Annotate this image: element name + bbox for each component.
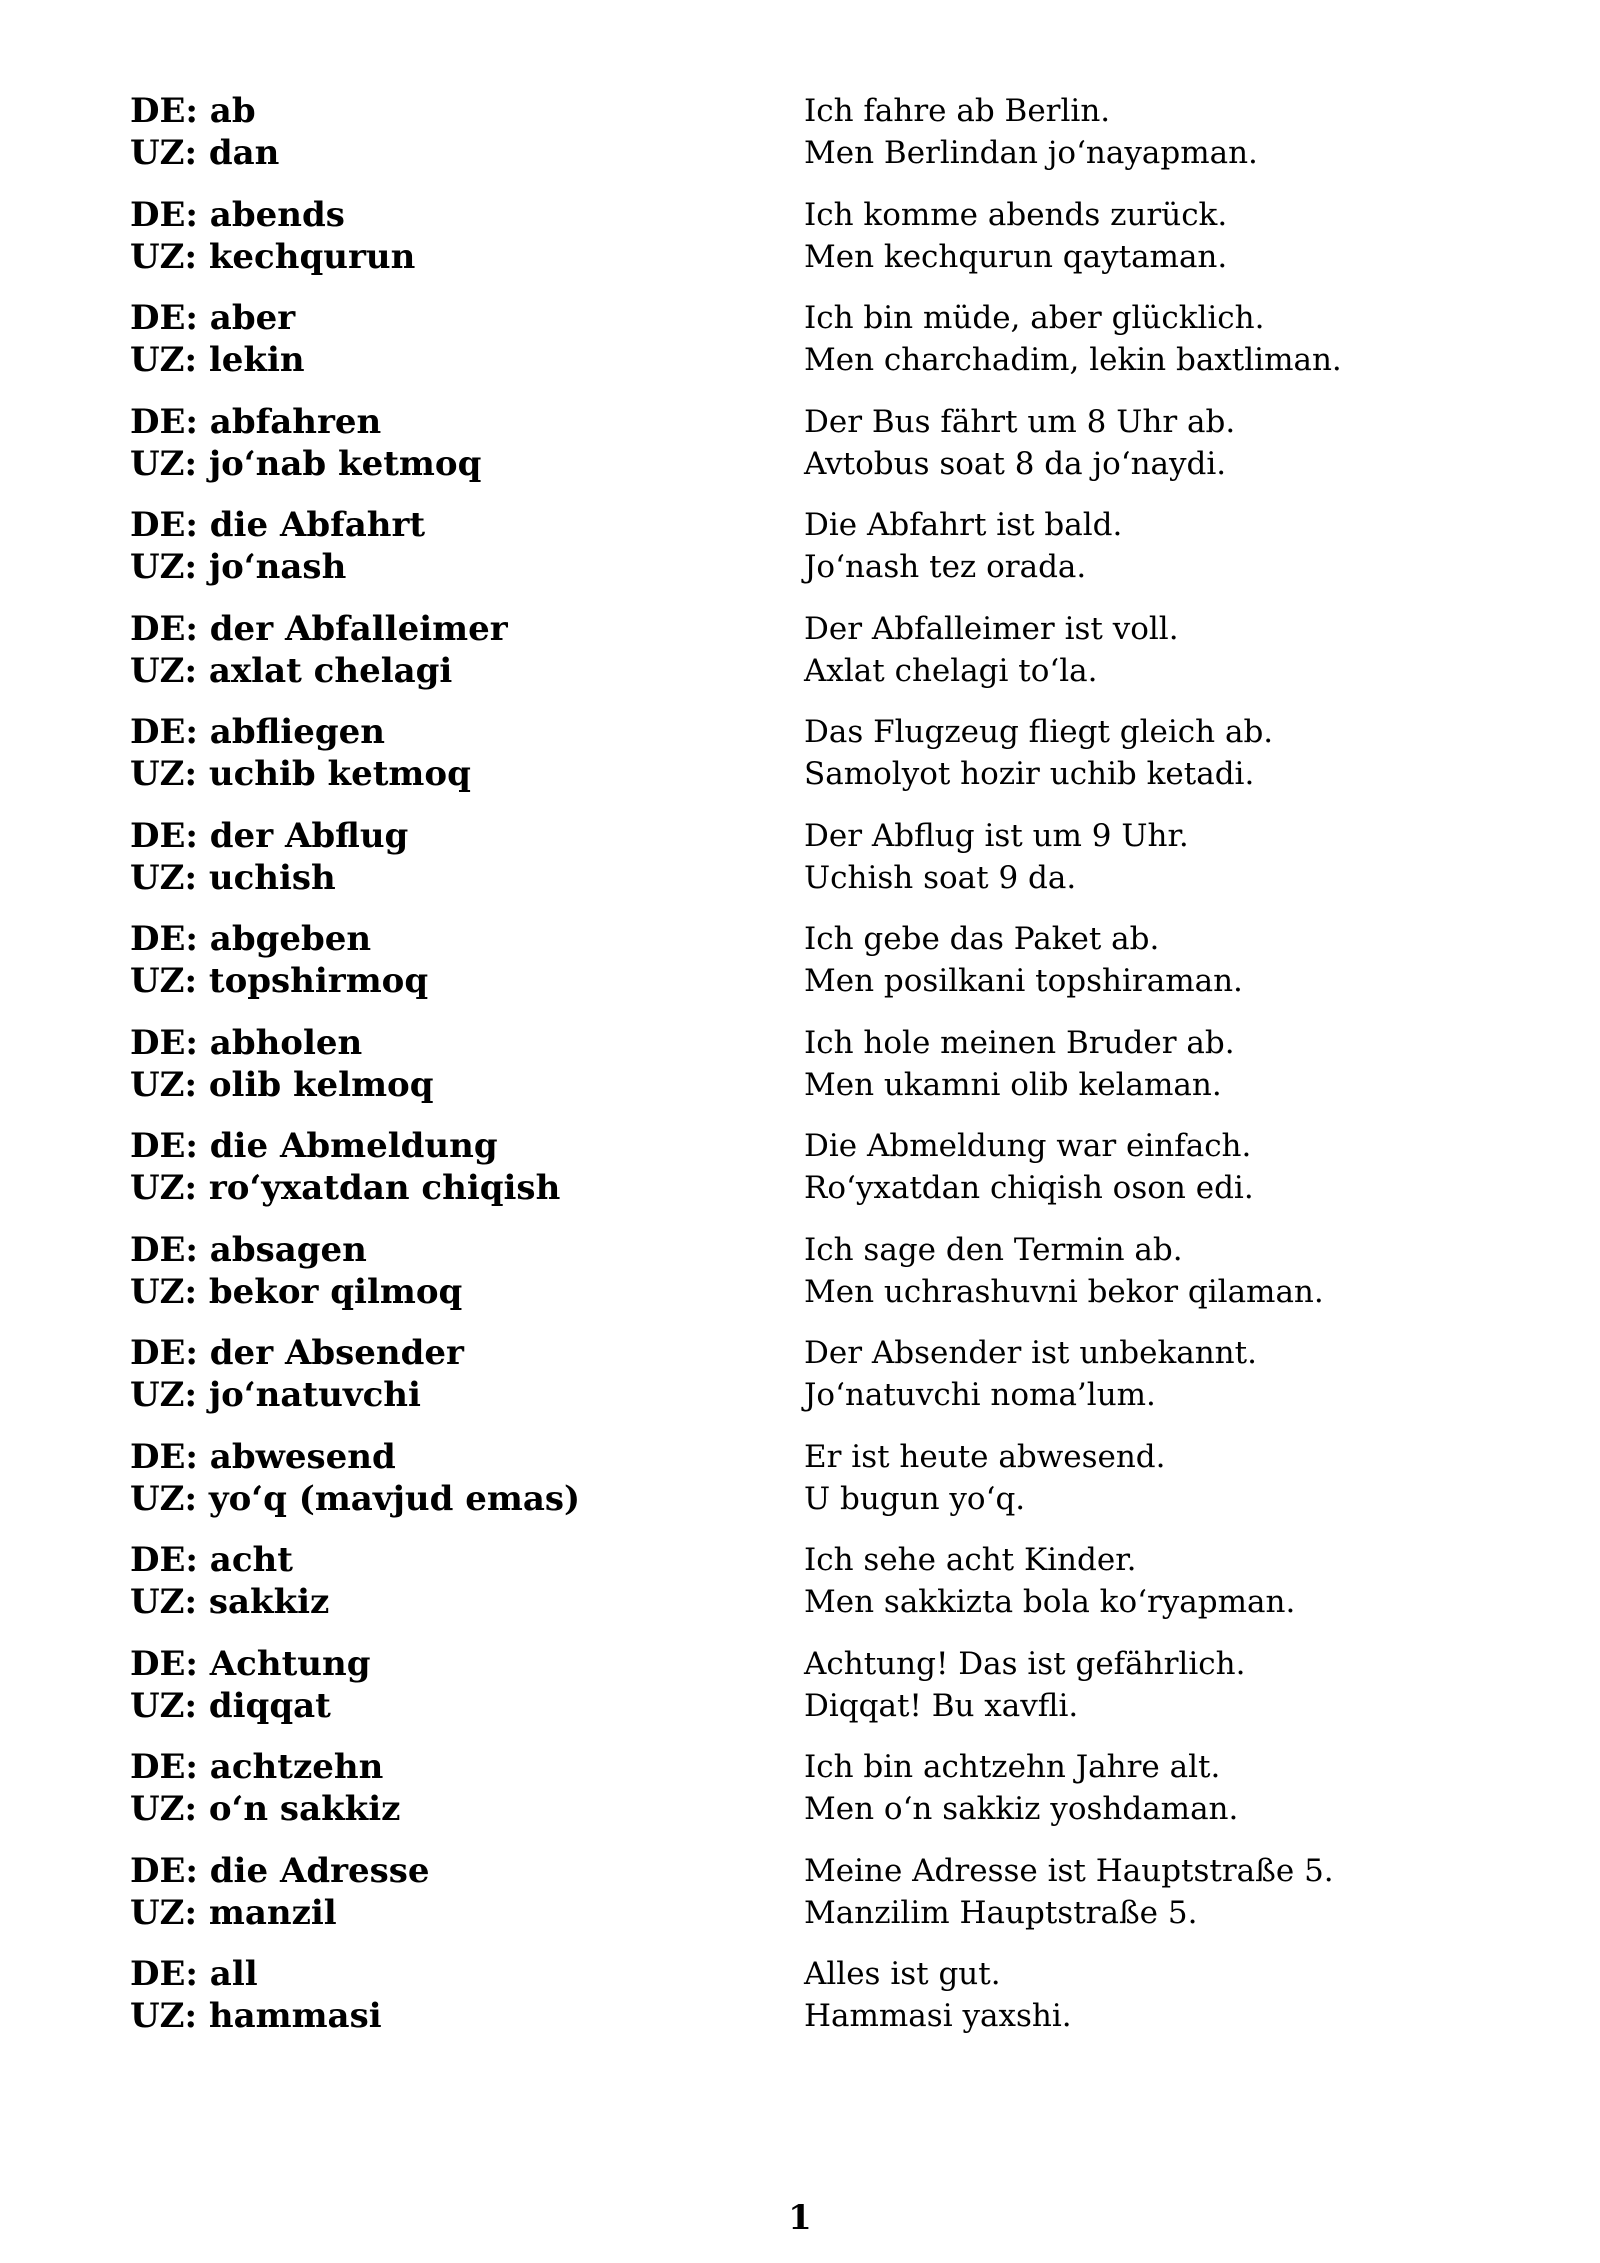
entry-example — [804, 1022, 1424, 1106]
entry-term — [130, 815, 770, 899]
german-word: DE: abgeben — [130, 919, 372, 959]
entry-example — [804, 1539, 1424, 1623]
uzbek-example-sentence: Men kechqurun qaytaman. — [804, 238, 1228, 275]
uzbek-word: UZ: ro‘yxatdan chiqish — [130, 1168, 561, 1208]
entry-term — [130, 401, 770, 485]
german-example-sentence: Er ist heute abwesend. — [804, 1438, 1166, 1475]
uzbek-example-sentence: Samolyot hozir uchib ketadi. — [804, 756, 1255, 792]
uzbek-word: UZ: sakkiz — [130, 1582, 330, 1622]
german-example-sentence: Ich bin müde, aber glücklich. — [804, 300, 1265, 336]
uzbek-word: UZ: uchish — [130, 857, 336, 898]
uzbek-word: UZ: lekin — [130, 340, 305, 380]
german-example-sentence: Ich sage den Termin ab. — [804, 1231, 1183, 1268]
german-example-sentence: Ich bin achtzehn Jahre alt. — [804, 1749, 1221, 1785]
entry-term — [130, 1953, 770, 2037]
dictionary-entry — [130, 711, 1370, 815]
german-example-sentence: Ich gebe das Paket ab. — [804, 921, 1160, 957]
german-example-sentence: Die Abfahrt ist bald. — [804, 507, 1123, 543]
dictionary-entry — [130, 918, 1370, 1022]
uzbek-example-sentence: Men posilkani topshiraman. — [804, 963, 1243, 999]
entry-example — [804, 1643, 1424, 1727]
dictionary-entry — [130, 194, 1370, 298]
dictionary-entry — [130, 1436, 1370, 1540]
entry-term — [130, 918, 770, 1002]
entry-example — [804, 297, 1424, 381]
entry-term — [130, 1229, 770, 1313]
entry-term — [130, 1850, 770, 1934]
german-word: DE: abends — [130, 194, 345, 235]
uzbek-example-sentence: Avtobus soat 8 da jo‘naydi. — [804, 445, 1227, 482]
entry-term — [130, 608, 770, 692]
dictionary-entry — [130, 401, 1370, 505]
entry-example — [804, 1953, 1424, 2037]
german-word: DE: achtzehn — [130, 1747, 384, 1787]
entry-term — [130, 1539, 770, 1623]
german-word: DE: abfliegen — [130, 712, 385, 752]
dictionary-entry — [130, 1229, 1370, 1333]
entry-example — [804, 918, 1424, 1002]
german-example-sentence: Ich komme abends zurück. — [804, 196, 1228, 233]
entry-term — [130, 1022, 770, 1106]
german-example-sentence: Achtung! Das ist gefährlich. — [804, 1645, 1246, 1682]
dictionary-entry — [130, 1125, 1370, 1229]
entry-example — [804, 1332, 1424, 1416]
uzbek-word: UZ: olib kelmoq — [130, 1064, 434, 1105]
entry-list — [130, 90, 1370, 2057]
uzbek-word: UZ: diqqat — [130, 1685, 331, 1726]
german-word: DE: der Abfalleimer — [130, 608, 508, 649]
german-word: DE: die Abfahrt — [130, 505, 426, 545]
entry-example — [804, 504, 1424, 588]
german-word: DE: abholen — [130, 1022, 363, 1063]
uzbek-example-sentence: Jo‘nash tez orada. — [804, 549, 1087, 585]
uzbek-example-sentence: Axlat chelagi to‘la. — [804, 652, 1098, 689]
german-example-sentence: Der Bus fährt um 8 Uhr ab. — [804, 403, 1236, 440]
uzbek-example-sentence: Men ukamni olib kelaman. — [804, 1066, 1222, 1103]
uzbek-word: UZ: bekor qilmoq — [130, 1271, 463, 1312]
uzbek-word: UZ: manzil — [130, 1892, 337, 1933]
uzbek-example-sentence: Jo‘natuvchi noma’lum. — [804, 1377, 1156, 1413]
uzbek-example-sentence: Manzilim Hauptstraße 5. — [804, 1894, 1198, 1931]
dictionary-entry — [130, 504, 1370, 608]
german-word: DE: aber — [130, 298, 296, 338]
german-word: DE: acht — [130, 1540, 293, 1580]
entry-example — [804, 1229, 1424, 1313]
german-example-sentence: Ich hole meinen Bruder ab. — [804, 1024, 1235, 1061]
dictionary-entry — [130, 297, 1370, 401]
german-example-sentence: Meine Adresse ist Hauptstraße 5. — [804, 1852, 1334, 1889]
german-word: DE: die Abmeldung — [130, 1126, 498, 1166]
german-example-sentence: Der Abfalleimer ist voll. — [804, 610, 1179, 647]
entry-term — [130, 1125, 770, 1209]
german-example-sentence: Alles ist gut. — [804, 1956, 1001, 1992]
entry-term — [130, 90, 770, 174]
entry-example — [804, 1436, 1424, 1520]
dictionary-entry — [130, 1746, 1370, 1850]
entry-example — [804, 608, 1424, 692]
entry-term — [130, 1332, 770, 1416]
entry-term — [130, 297, 770, 381]
entry-example — [804, 1125, 1424, 1209]
entry-example — [804, 815, 1424, 899]
german-word: DE: absagen — [130, 1229, 367, 1270]
uzbek-word: UZ: kechqurun — [130, 236, 416, 277]
uzbek-word: UZ: jo‘nash — [130, 547, 347, 587]
german-example-sentence: Die Abmeldung war einfach. — [804, 1128, 1252, 1164]
uzbek-word: UZ: o‘n sakkiz — [130, 1789, 401, 1829]
uzbek-example-sentence: Men o‘n sakkiz yoshdaman. — [804, 1791, 1239, 1827]
german-example-sentence: Der Absender ist unbekannt. — [804, 1335, 1257, 1371]
entry-term — [130, 1436, 770, 1520]
uzbek-word: UZ: topshirmoq — [130, 961, 429, 1001]
german-word: DE: abwesend — [130, 1436, 396, 1477]
uzbek-word: UZ: uchib ketmoq — [130, 754, 471, 794]
dictionary-entry — [130, 1953, 1370, 2057]
entry-example — [804, 194, 1424, 278]
entry-example — [804, 1850, 1424, 1934]
uzbek-word: UZ: dan — [130, 133, 280, 173]
german-word: DE: der Abflug — [130, 815, 409, 856]
dictionary-entry — [130, 90, 1370, 194]
dictionary-entry — [130, 1022, 1370, 1126]
uzbek-example-sentence: Uchish soat 9 da. — [804, 859, 1077, 896]
uzbek-example-sentence: Men sakkizta bola ko‘ryapman. — [804, 1584, 1296, 1620]
entry-example — [804, 401, 1424, 485]
german-word: DE: Achtung — [130, 1643, 371, 1684]
uzbek-example-sentence: Hammasi yaxshi. — [804, 1998, 1072, 2034]
entry-term — [130, 711, 770, 795]
uzbek-word: UZ: axlat chelagi — [130, 650, 453, 691]
uzbek-word: UZ: hammasi — [130, 1996, 382, 2036]
german-example-sentence: Ich fahre ab Berlin. — [804, 93, 1111, 129]
uzbek-word: UZ: jo‘natuvchi — [130, 1375, 421, 1415]
entry-term — [130, 1746, 770, 1830]
uzbek-word: UZ: jo‘nab ketmoq — [130, 443, 482, 484]
uzbek-example-sentence: Ro‘yxatdan chiqish oson edi. — [804, 1170, 1254, 1206]
dictionary-entry — [130, 1850, 1370, 1954]
dictionary-entry — [130, 815, 1370, 919]
entry-term — [130, 504, 770, 588]
entry-example — [804, 1746, 1424, 1830]
german-word: DE: die Adresse — [130, 1850, 430, 1891]
uzbek-example-sentence: Men uchrashuvni bekor qilaman. — [804, 1273, 1324, 1310]
dictionary-entry — [130, 1332, 1370, 1436]
german-word: DE: der Absender — [130, 1333, 464, 1373]
page-number: 1 — [788, 2198, 812, 2238]
uzbek-example-sentence: Men charchadim, lekin baxtliman. — [804, 342, 1342, 378]
dictionary-entry — [130, 1643, 1370, 1747]
uzbek-example-sentence: U bugun yo‘q. — [804, 1480, 1026, 1517]
uzbek-example-sentence: Diqqat! Bu xavfli. — [804, 1687, 1079, 1724]
entry-example — [804, 711, 1424, 795]
entry-example — [804, 90, 1424, 174]
entry-term — [130, 1643, 770, 1727]
dictionary-entry — [130, 1539, 1370, 1643]
german-example-sentence: Das Flugzeug fliegt gleich ab. — [804, 714, 1274, 750]
uzbek-example-sentence: Men Berlindan jo‘nayapman. — [804, 135, 1258, 171]
german-word: DE: abfahren — [130, 401, 382, 442]
german-word: DE: ab — [130, 91, 256, 131]
german-example-sentence: Ich sehe acht Kinder. — [804, 1542, 1137, 1578]
dictionary-entry — [130, 608, 1370, 712]
german-word: DE: all — [130, 1954, 258, 1994]
entry-term — [130, 194, 770, 278]
german-example-sentence: Der Abflug ist um 9 Uhr. — [804, 817, 1189, 854]
uzbek-word: UZ: yo‘q (mavjud emas) — [130, 1478, 581, 1519]
